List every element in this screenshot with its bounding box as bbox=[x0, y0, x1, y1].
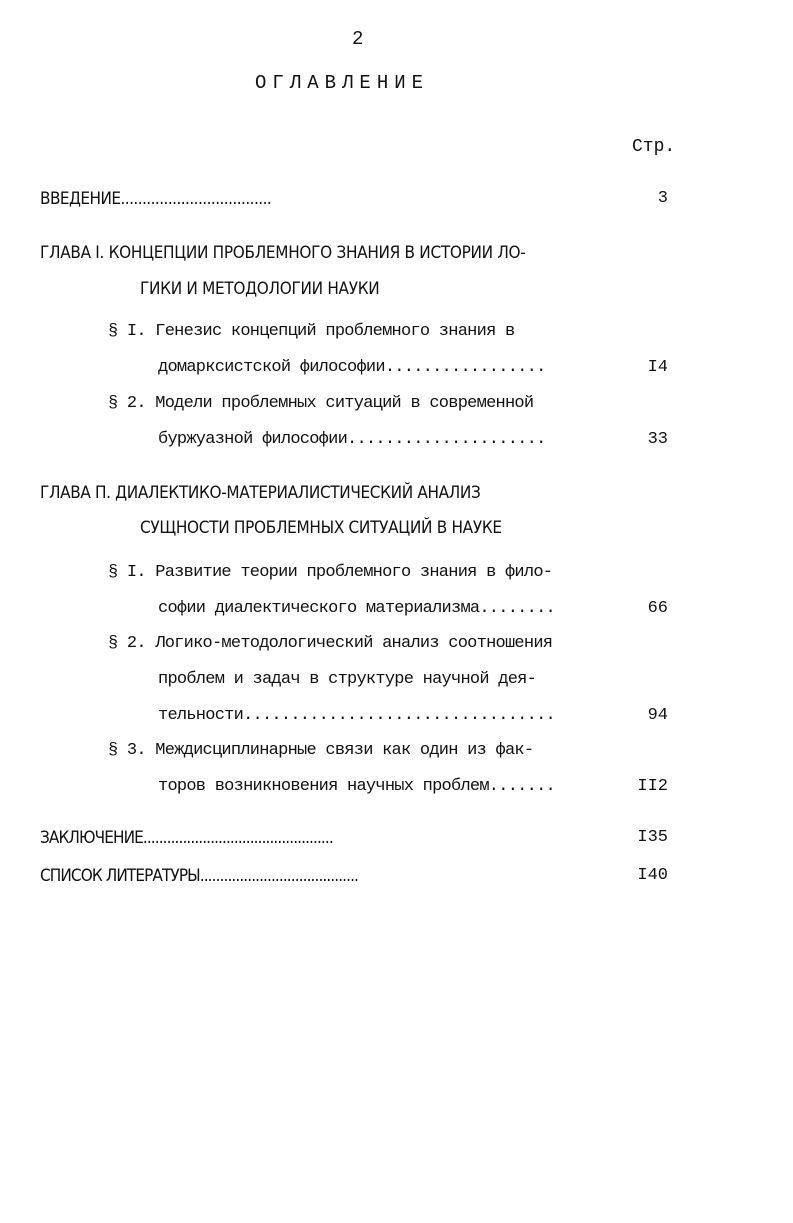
toc-page-references: I40 bbox=[637, 866, 668, 885]
toc-page-section-2-2: 94 bbox=[647, 706, 668, 725]
toc-section-2-1-line-1: § I. Развитие теории проблемного знания в фило- bbox=[108, 563, 553, 582]
toc-section-2-3-line-1: § 3. Междисциплинарные связи как один из фак- bbox=[108, 741, 534, 760]
toc-section-2-1-line-2: софии диалектического материализма........ bbox=[158, 599, 555, 618]
toc-page-conclusion: I35 bbox=[637, 828, 668, 847]
toc-section-2-2-line-1: § 2. Логико-методологический анализ соотношения bbox=[108, 634, 553, 653]
toc-entry-references: СПИСОК ЛИТЕРАТУРЫ........................................ bbox=[40, 866, 359, 886]
toc-chapter-2-line-1: ГЛАВА П. ДИАЛЕКТИКО-МАТЕРИАЛИСТИЧЕСКИЙ АНАЛИЗ bbox=[40, 483, 481, 503]
page-title: ОГЛАВЛЕНИЕ bbox=[255, 72, 430, 94]
toc-section-2-2-line-3: тельности................................. bbox=[158, 706, 555, 725]
toc-entry-conclusion: ЗАКЛЮЧЕНИЕ................................................ bbox=[40, 828, 333, 848]
toc-page-section-1-1: I4 bbox=[647, 358, 668, 377]
toc-entry-introduction: ВВЕДЕНИЕ................................... bbox=[40, 189, 272, 209]
toc-page-introduction: 3 bbox=[657, 189, 668, 208]
toc-section-1-1-line-1: § I. Генезис концепций проблемного знания в bbox=[108, 322, 515, 341]
toc-section-1-1-line-2: домарксистской философии................. bbox=[158, 358, 546, 377]
toc-section-1-2-line-2: буржуазной философии..................... bbox=[158, 430, 546, 449]
page-number: 2 bbox=[352, 28, 364, 50]
page-column-header: Стр. bbox=[632, 137, 676, 157]
toc-chapter-1-line-1: ГЛАВА I. КОНЦЕПЦИИ ПРОБЛЕМНОГО ЗНАНИЯ В ИСТОРИИ ЛО- bbox=[40, 243, 526, 263]
toc-chapter-1-line-2: ГИКИ И МЕТОДОЛОГИИ НАУКИ bbox=[140, 279, 380, 299]
toc-chapter-2-line-2: СУЩНОСТИ ПРОБЛЕМНЫХ СИТУАЦИЙ В НАУКЕ bbox=[140, 518, 502, 538]
toc-section-1-2-line-1: § 2. Модели проблемных ситуаций в современной bbox=[108, 394, 534, 413]
toc-section-2-3-line-2: торов возникновения научных проблем....... bbox=[158, 777, 555, 796]
toc-page-section-2-3: II2 bbox=[637, 777, 668, 796]
toc-page-section-1-2: 33 bbox=[647, 430, 668, 449]
toc-page-section-2-1: 66 bbox=[647, 599, 668, 618]
toc-section-2-2-line-2: проблем и задач в структуре научной дея- bbox=[158, 670, 537, 689]
